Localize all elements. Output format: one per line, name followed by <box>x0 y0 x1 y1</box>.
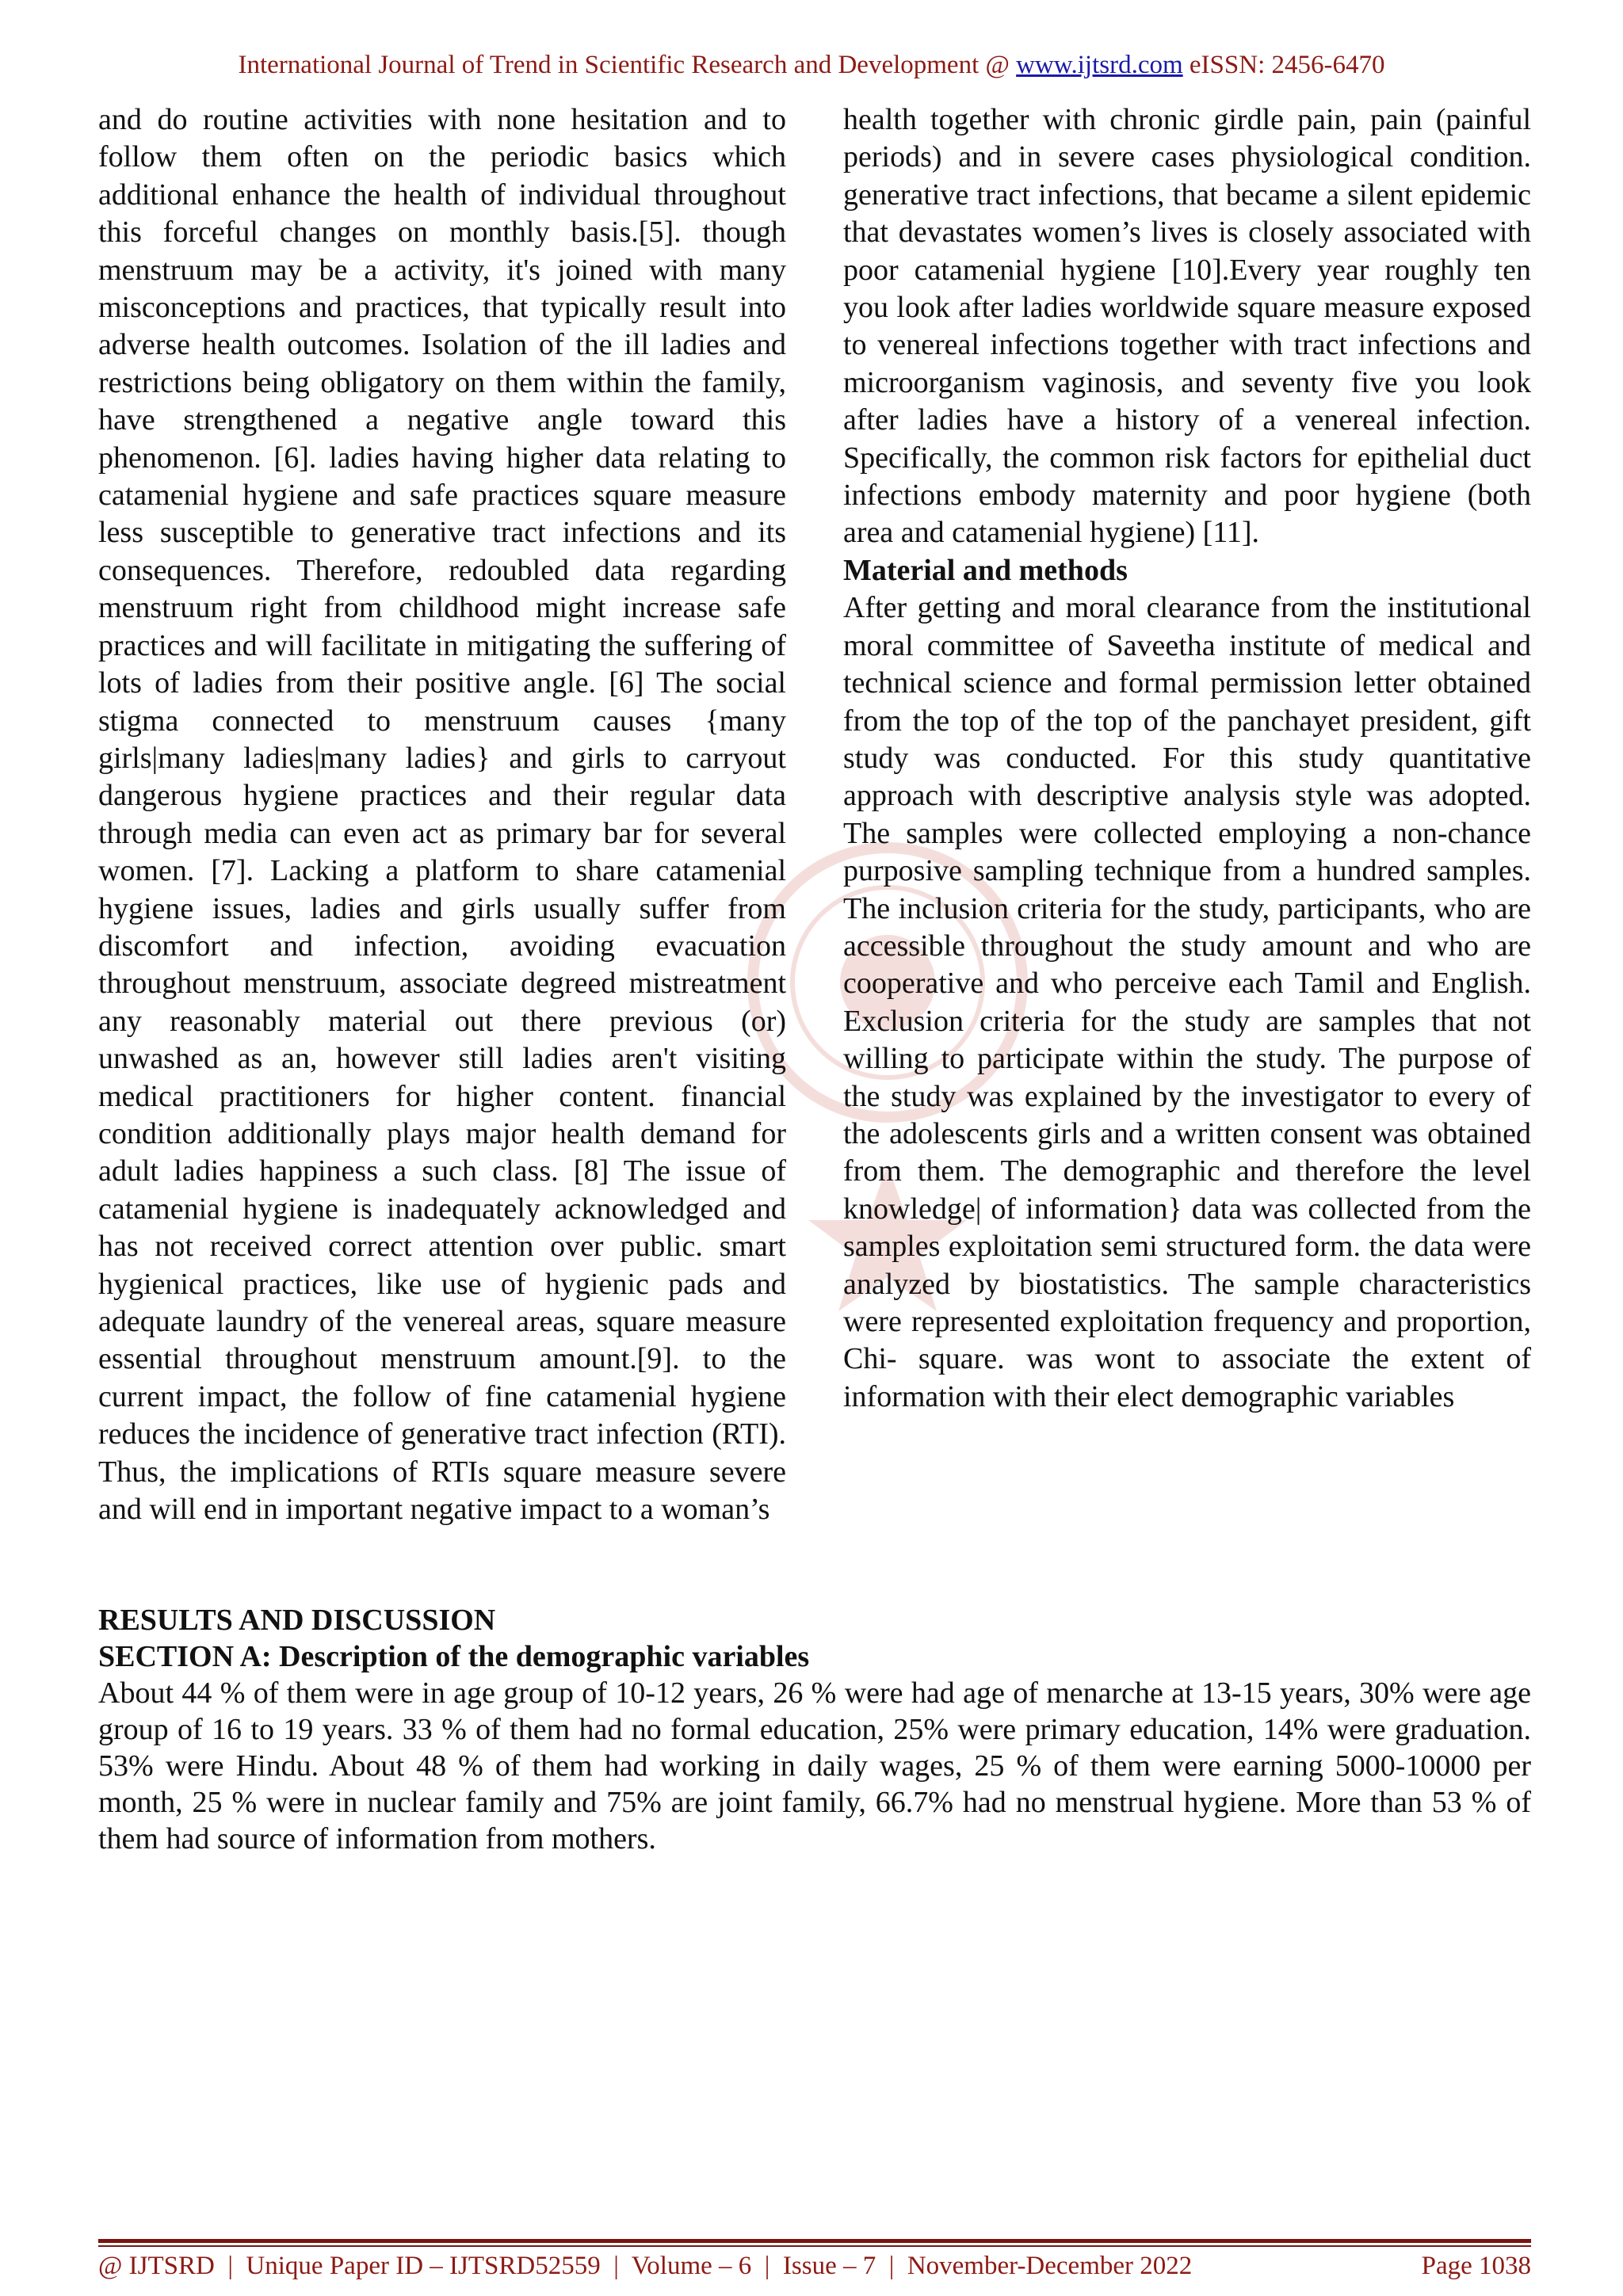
left-column <box>98 101 786 1528</box>
methods-paragraph: After getting and moral clearance from the institutional moral committee of Saveetha institute of medical and technical science and formal permission letter obtained from the top of the top of the panchayet president, gift study was conducted. For this study quantitative approach with descriptive analysis style was adopted. The samples were collected employing a non-chance purposive sampling technique from a hundred samples. The inclusion criteria for the study, participants, who are accessible throughout the study amount and who are cooperative and who perceive each Tamil and English. Exclusion criteria for the study are samples that not willing to participate within the study. The purpose of the study was explained by the investigator to every of the adolescents girls and a written consent was obtained from them. The demographic and therefore the level knowledge| of information} data was collected from the samples exploitation semi structured form. the data were analyzed by biostatistics. The sample characteristics were represented exploitation frequency and proportion, Chi- square. was wont to associate the extent of information with their elect demographic variables <box>843 591 1531 1413</box>
left-column-paragraph: and do routine activities with none hesitation and to follow them often on the periodic basics which additional enhance the health of individual throughout this forceful changes on monthly basis.[5]. though menstruum may be a activity, it's joined with many misconceptions and practices, that typically result into adverse health outcomes. Isolation of the ill ladies and restrictions being obligatory on them within the family, have strengthened a negative angle toward this phenomenon. [6]. ladies having higher data relating to catamenial hygiene and safe practices square measure less susceptible to generative tract infections and its consequences. Therefore, redoubled data regarding menstruum right from childhood might increase safe practices and will facilitate in mitigating the suffering of lots of ladies from their positive angle. [6] The social stigma connected to menstruum causes {many girls|many ladies|many ladies} and girls to carryout dangerous hygiene practices and their regular data through media can even act as primary bar for several women. [7]. Lacking a platform to share catamenial hygiene issues, ladies and girls usually suffer from discomfort and infection, avoiding evacuation throughout menstruum, associate degreed mistreatment any reasonably material out there previous (or) unwashed as an, however still ladies aren't visiting medical practitioners for higher content. financial condition additionally plays major health demand for adult ladies happiness a such class. [8] The issue of catamenial hygiene is inadequately acknowledged and has not received correct attention over public. smart hygienical practices, like use of hygienic pads and adequate laundry of the venereal areas, square measure essential throughout menstruum amount.[9]. to the current impact, the follow of fine catamenial hygiene reduces the incidence of generative tract infection (RTI). Thus, the implications of RTIs square measure severe and will end in important negative impact to a woman’s <box>98 103 786 1527</box>
results-heading: RESULTS AND DISCUSSION <box>98 1604 496 1637</box>
results-paragraph: About 44 % of them were in age group of 10-12 years, 26 % were had age of menarche at 13-15 years, 30% were age group of 16 to 19 years. 33 % of them had no formal education, 25% were primary education, 14% were graduation. 53% were Hindu. About 48 % of them had working in daily wages, 25 % of them were earning 5000-10000 per month, 25 % were in nuclear family and 75% are joint family, 66.7% had no menstrual hygiene. More than 53 % of them had source of information from mothers. <box>98 1676 1531 1855</box>
page-footer <box>98 2252 1531 2281</box>
footer-rule-thin <box>98 2245 1531 2247</box>
journal-url-link[interactable]: www.ijtsrd.com <box>1016 51 1183 79</box>
journal-name: International Journal of Trend in Scientific Research and Development @ <box>238 51 1010 79</box>
issn: eISSN: 2456-6470 <box>1189 51 1385 79</box>
footer-info: @ IJTSRD | Unique Paper ID – IJTSRD52559 | Volume – 6 | Issue – 7 | November-December 2022 <box>98 2252 1193 2280</box>
results-section <box>98 1602 1531 1857</box>
methods-heading: Material and methods <box>843 553 1128 587</box>
right-column <box>843 101 1531 1416</box>
footer-rule <box>98 2239 1531 2243</box>
page-number: Page 1038 <box>1421 2252 1531 2280</box>
right-column-paragraph: health together with chronic girdle pain, pain (painful periods) and in severe cases physiological condition. generative tract infections, that became a silent epidemic that devastates women’s lives is closely associated with poor catamenial hygiene [10].Every year roughly ten you look after ladies worldwide square measure exposed to venereal infections together with tract infections and microorganism vaginosis, and seventy five you look after ladies have a history of a venereal infection. Specifically, the common risk factors for epithelial duct infections embody maternity and poor hygiene (both area and catamenial hygiene) [11]. <box>843 103 1531 550</box>
running-header <box>0 51 1623 80</box>
section-a-heading: SECTION A: Description of the demographic variables <box>98 1640 810 1673</box>
